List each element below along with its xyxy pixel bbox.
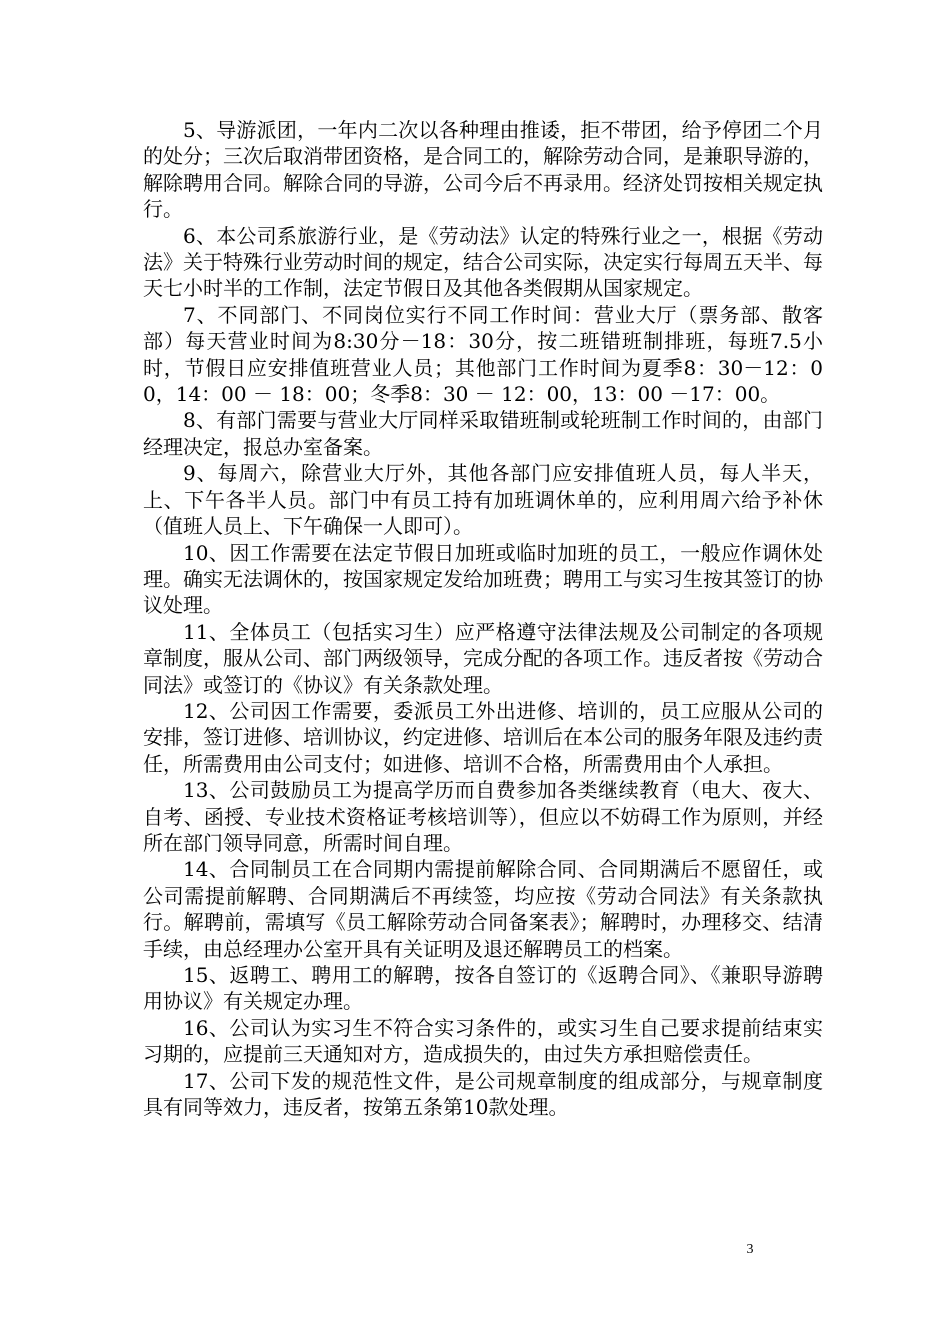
paragraph-item-10: 10、因工作需要在法定节假日加班或临时加班的员工，一般应作调休处理。确实无法调休的，按国家规定发给加班费；聘用工与实习生按其签订的协议处理。 <box>143 540 823 618</box>
document-body <box>143 117 823 1120</box>
paragraph-item-14: 14、合同制员工在合同期内需提前解除合同、合同期满后不愿留任，或公司需提前解聘、合同期满后不再续签，均应按《劳动合同法》有关条款执行。解聘前，需填写《员工解除劳动合同备案表》；解聘时，办理移交、结清手续，由总经理办公室开具有关证明及退还解聘员工的档案。 <box>143 857 823 961</box>
paragraph-item-9: 9、每周六，除营业大厅外，其他各部门应安排值班人员，每人半天，上、下午各半人员。部门中有员工持有加班调休单的，应利用周六给予补休（值班人员上、下午确保一人即可）。 <box>143 461 823 539</box>
paragraph-item-8: 8、有部门需要与营业大厅同样采取错班制或轮班制工作时间的，由部门经理决定，报总办室备案。 <box>143 408 823 459</box>
paragraph-item-5: 5、导游派团，一年内二次以各种理由推诿，拒不带团，给予停团二个月的处分；三次后取消带团资格，是合同工的，解除劳动合同，是兼职导游的，解除聘用合同。解除合同的导游，公司今后不再录用。经济处罚按相关规定执行。 <box>143 118 823 222</box>
paragraph-item-6: 6、本公司系旅游行业，是《劳动法》认定的特殊行业之一，根据《劳动法》关于特殊行业劳动时间的规定，结合公司实际，决定实行每周五天半、每天七小时半的工作制，法定节假日及其他各类假期从国家规定。 <box>143 223 823 301</box>
paragraph-item-12: 12、公司因工作需要，委派员工外出进修、培训的，员工应服从公司的安排，签订进修、培训协议，约定进修、培训后在本公司的服务年限及违约责任，所需费用由公司支付；如进修、培训不合格，所需费用由个人承担。 <box>143 698 823 776</box>
paragraph-item-13: 13、公司鼓励员工为提高学历而自费参加各类继续教育（电大、夜大、自考、函授、专业技术资格证考核培训等），但应以不妨碍工作为原则，并经所在部门领导同意，所需时间自理。 <box>143 778 823 855</box>
paragraph-item-16: 16、公司认为实习生不符合实习条件的，或实习生自己要求提前结束实习期的，应提前三天通知对方，造成损失的，由过失方承担赔偿责任。 <box>143 1015 823 1067</box>
paragraph-item-11: 11、全体员工（包括实习生）应严格遵守法律法规及公司制定的各项规章制度，服从公司、部门两级领导，完成分配的各项工作。违反者按《劳动合同法》或签订的《协议》有关条款处理。 <box>143 619 823 697</box>
page-number: 3 <box>746 1242 754 1257</box>
paragraph-item-17: 17、公司下发的规范性文件，是公司规章制度的组成部分，与规章制度具有同等效力，违反者，按第五条第10款处理。 <box>143 1068 823 1120</box>
paragraph-item-7: 7、不同部门、不同岗位实行不同工作时间：营业大厅（票务部、散客部）每天营业时间为8:30分－18：30分，按二班错班制排班，每班7.5小时，节假日应安排值班营业人员；其他部门工作时间为夏季8：30－12：00，14：00 － 18：00；冬季8：30 － 12：00，13：00 －17：00。 <box>143 302 823 407</box>
paragraph-item-15: 15、返聘工、聘用工的解聘，按各自签订的《返聘合同》、《兼职导游聘用协议》有关规定办理。 <box>143 963 823 1014</box>
